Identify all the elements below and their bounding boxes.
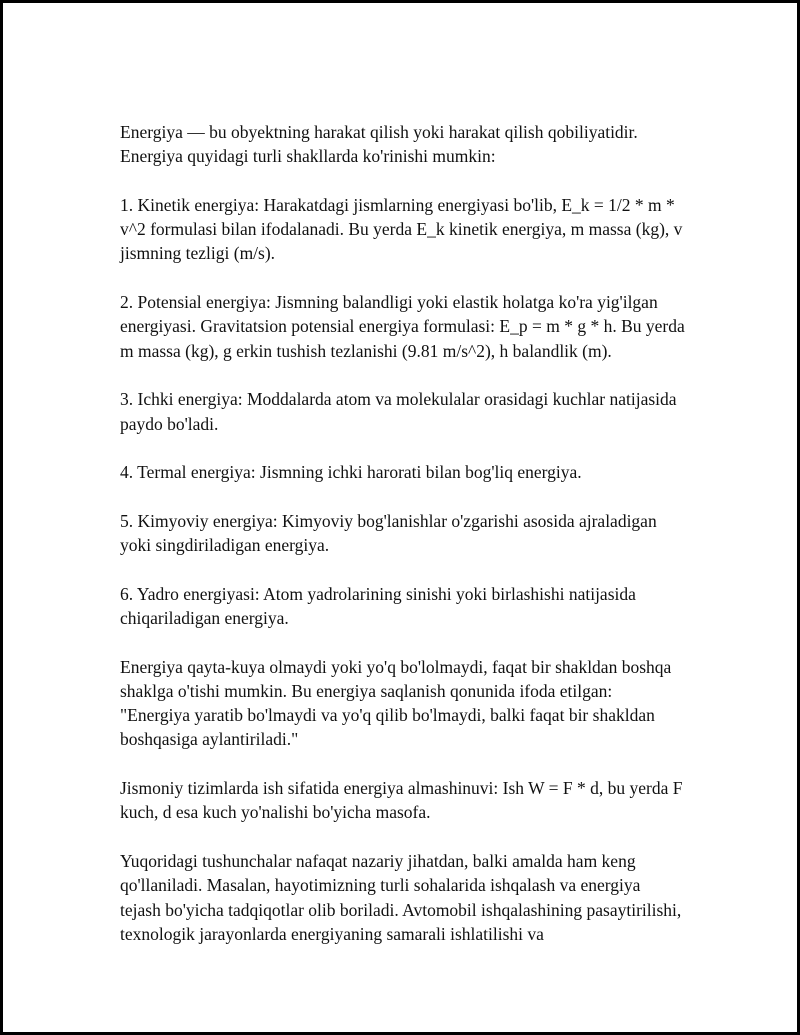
paragraph-work-energy: Jismoniy tizimlarda ish sifatida energiya almashinuvi: Ish W = F * d, bu yerda F kuch, d esa kuch yo'nalishi bo'yicha masofa. xyxy=(120,778,683,823)
paragraph-applications: Yuqoridagi tushunchalar nafaqat nazariy jihatdan, balki amalda ham keng qo'llaniladi. Masalan, hayotimizning turli sohalarida ishqalash va energiya tejash bo'yicha tadqiqotlar olib boriladi. Avtomobil ishqalashining pasaytirilishi, texnologik jarayonlarda energiyaning samarali ishlatilishi va xyxy=(120,850,682,944)
paragraph-thermal-energy: 4. Termal energiya: Jismning ichki harorati bilan bog'liq energiya. xyxy=(120,462,582,483)
paragraph-chemical-energy: 5. Kimyoviy energiya: Kimyoviy bog'lanishlar o'zgarishi asosida ajraladigan yoki singdiriladigan energiya. xyxy=(120,510,657,556)
paragraph-kinetic-energy: 1. Kinetik energiya: Harakatdagi jismlarning energiyasi bo'lib, E_k = 1/2 * m * v^2 formulasi bilan ifodalanadi. Bu yerda E_k kinetik energiya, m massa (kg), v jismning tezligi (m/s). xyxy=(120,194,683,264)
paragraph-internal-energy: 3. Ichki energiya: Moddalarda atom va molekulalar orasidagi kuchlar natijasida paydo bo'ladi. xyxy=(120,389,677,434)
paragraph-conservation-law: Energiya qayta-kuya olmaydi yoki yo'q bo'lolmaydi, faqat bir shakldan boshqa shaklga o'tishi mumkin. Bu energiya saqlanish qonunida ifoda etilgan: "Energiya yaratib bo'lmaydi va yo'q qilib bo'lmaydi, balki faqat bir shakldan boshqasiga aylantiriladi." xyxy=(120,656,672,750)
document-body xyxy=(120,120,685,946)
paragraph-nuclear-energy: 6. Yadro energiyasi: Atom yadrolarining sinishi yoki birlashishi natijasida chiqariladigan energiya. xyxy=(120,583,636,628)
paragraph-intro: Energiya — bu obyektning harakat qilish yoki harakat qilish qobiliyatidir. Energiya quyidagi turli shakllarda ko'rinishi mumkin: xyxy=(120,122,638,167)
paragraph-potential-energy: 2. Potensial energiya: Jismning balandligi yoki elastik holatga ko'ra yig'ilgan energiyasi. Gravitatsion potensial energiya formulasi: E_p = m * g * h. Bu yerda m massa (kg), g erkin tushish tezlanishi (9.81 m/s^2), h balandlik (m). xyxy=(120,292,685,361)
